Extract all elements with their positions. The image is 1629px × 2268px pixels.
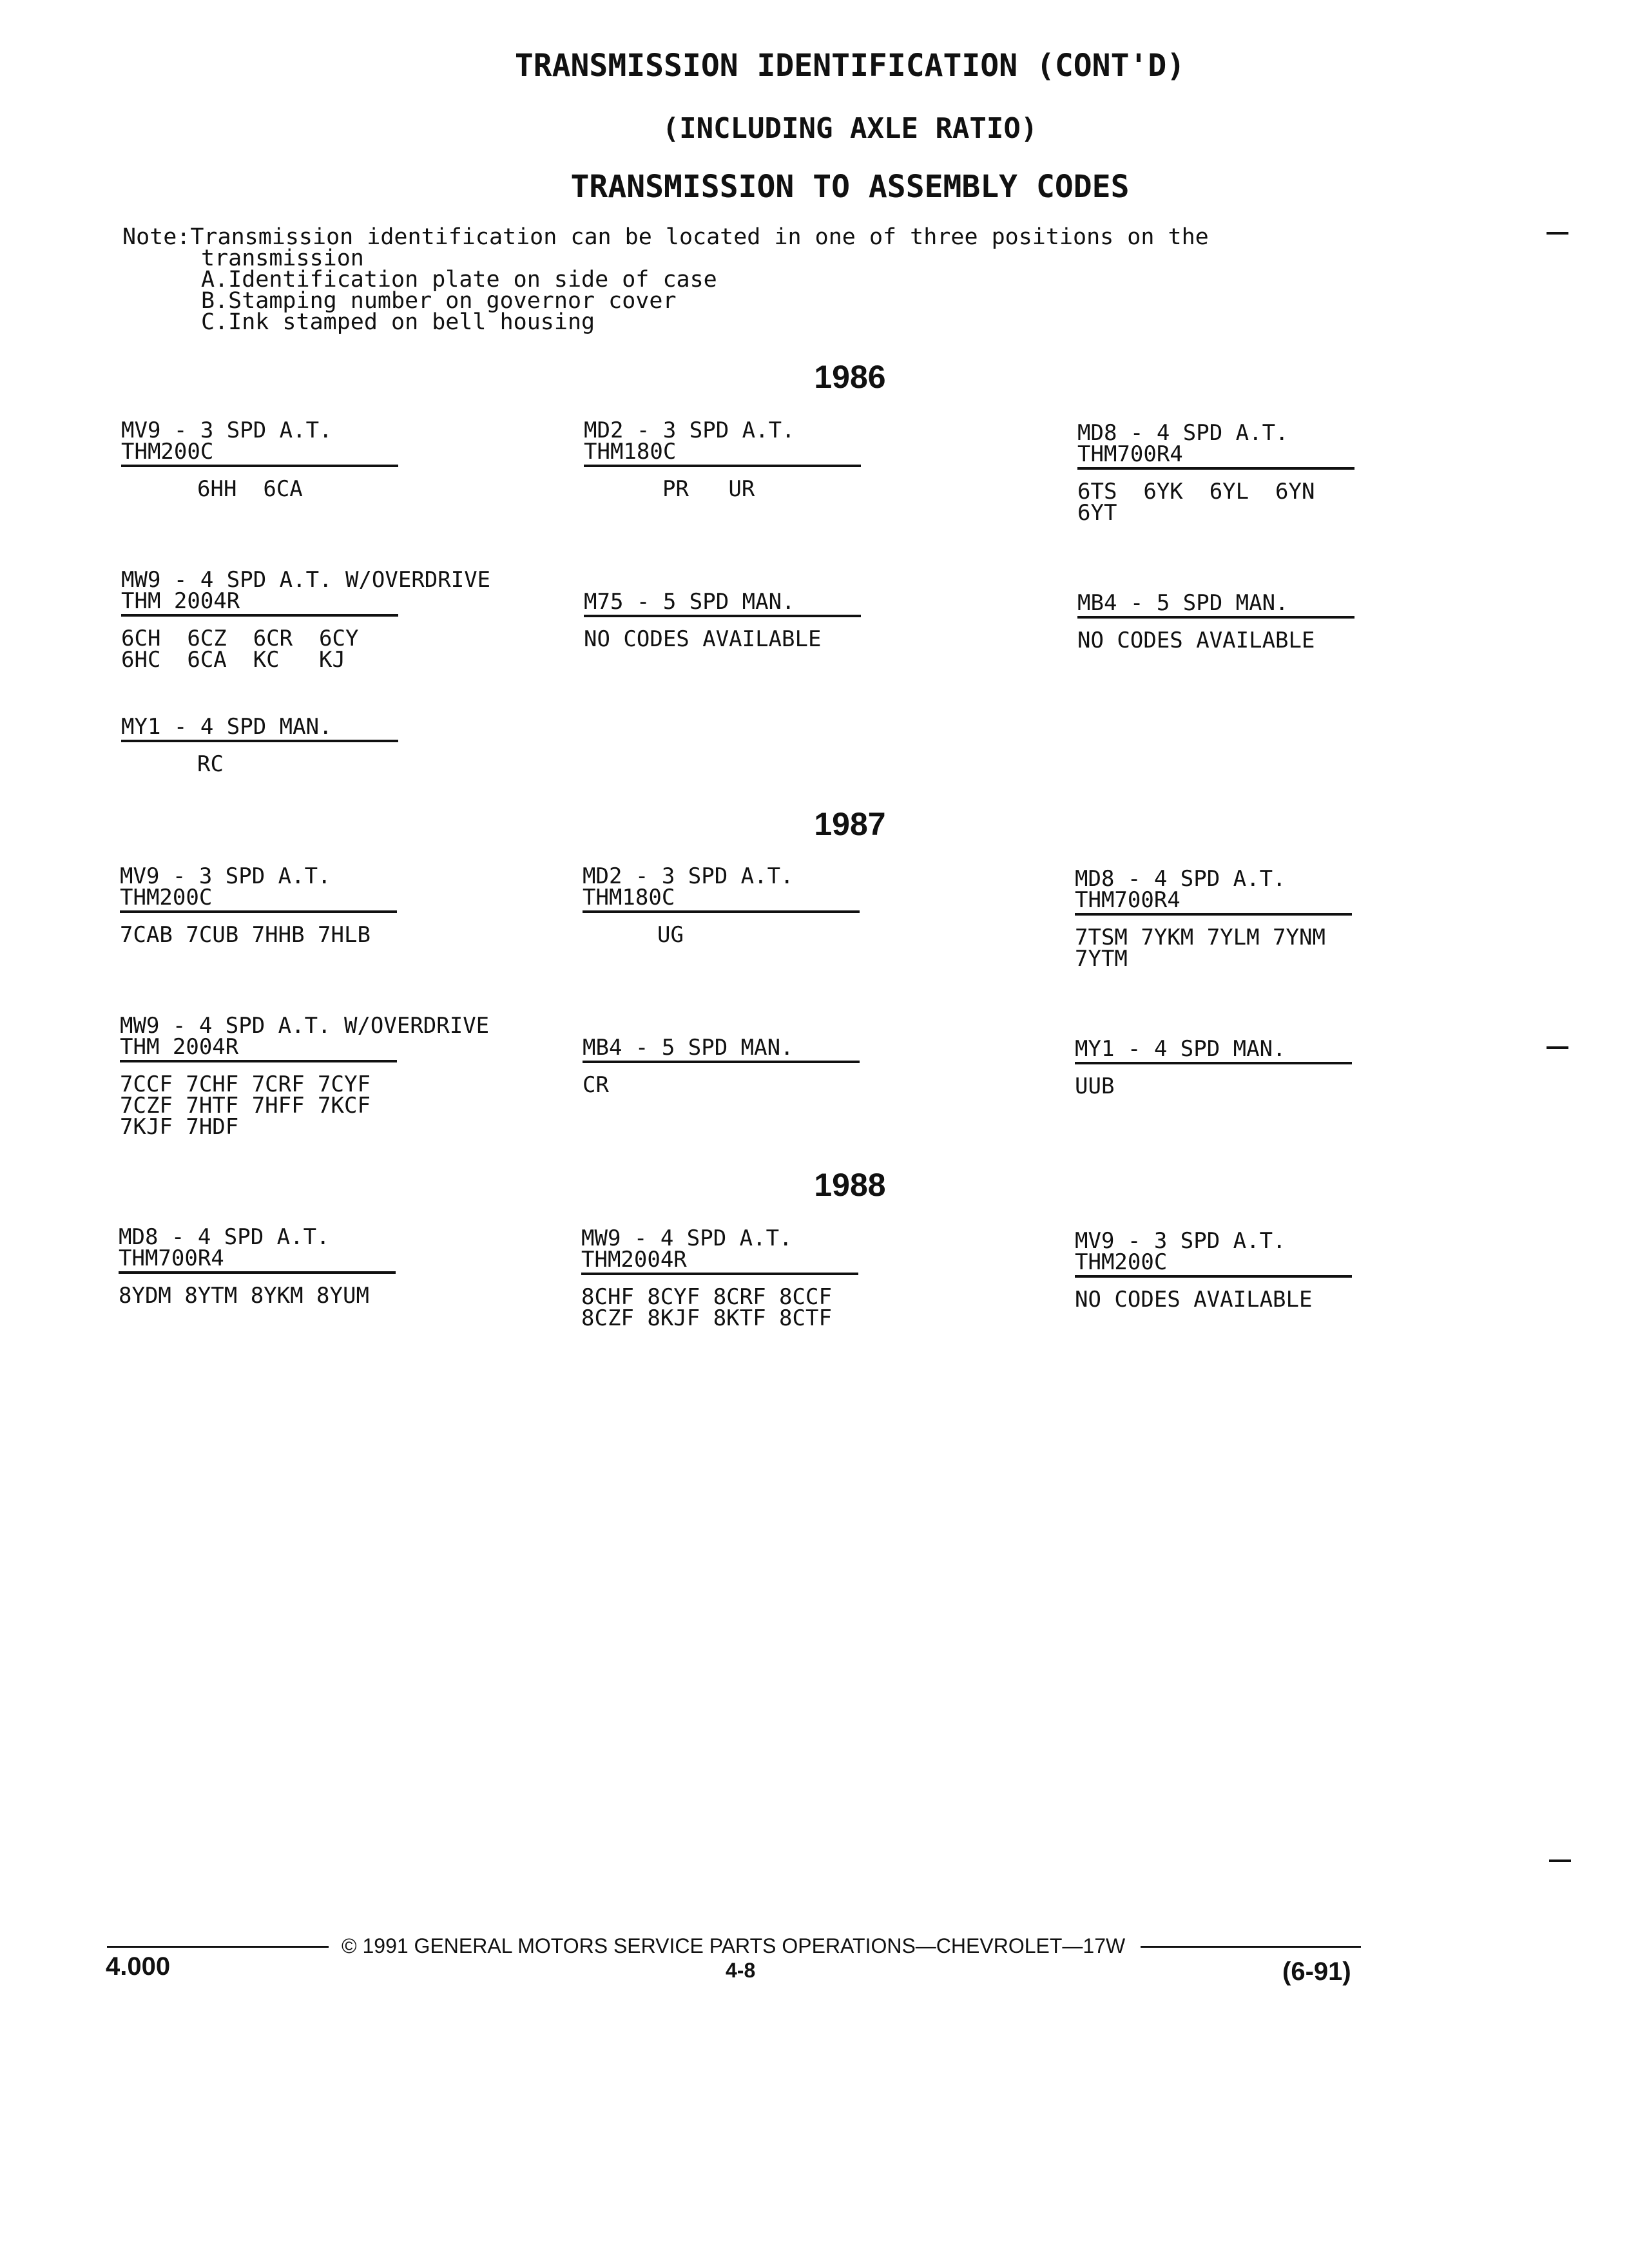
identification-note: [122, 224, 1209, 335]
footer-section-number: 4.000: [106, 1952, 171, 1981]
block-model: MW9 - 4 SPD A.T.: [581, 1225, 793, 1251]
page-title: TRANSMISSION IDENTIFICATION (CONT'D): [514, 48, 1186, 84]
page-subtitle: (INCLUDING AXLE RATIO): [662, 112, 1038, 145]
block-model: MV9 - 3 SPD A.T.: [120, 863, 331, 889]
block-codes: UG: [657, 922, 684, 948]
block-rule: [584, 465, 861, 467]
block-rule: [583, 910, 860, 913]
transmission-block: [584, 420, 861, 500]
block-model: MV9 - 3 SPD A.T.: [121, 418, 333, 443]
year-heading-1987: 1987: [814, 806, 886, 842]
block-type: THM200C: [1075, 1249, 1168, 1275]
block-codes: 7TSM 7YKM 7YLM 7YNM 7YTM: [1075, 925, 1325, 972]
block-rule: [1075, 1275, 1352, 1278]
section-title: TRANSMISSION TO ASSEMBLY CODES: [570, 169, 1130, 205]
block-model: MD8 - 4 SPD A.T.: [1075, 866, 1286, 892]
footer-date-code: (6-91): [1282, 1957, 1351, 1986]
transmission-block: [581, 1225, 858, 1331]
transmission-block: [583, 863, 860, 948]
block-codes: NO CODES AVAILABLE: [584, 626, 822, 652]
block-rule: [1075, 1062, 1352, 1064]
block-codes: UUB: [1075, 1073, 1115, 1099]
block-rule: [583, 1061, 860, 1063]
block-codes: RC: [197, 751, 224, 777]
block-model: MB4 - 5 SPD MAN.: [1077, 590, 1289, 616]
transmission-block: [1075, 1036, 1352, 1099]
block-type: THM 2004R: [120, 1034, 239, 1060]
transmission-block: [584, 591, 861, 650]
block-codes: PR UR: [662, 476, 755, 502]
note-line: Note:Transmission identification can be located in one of three positions on the: [122, 224, 1209, 250]
transmission-block: [121, 567, 585, 673]
block-model: M75 - 5 SPD MAN.: [584, 589, 795, 615]
block-rule: [121, 465, 398, 467]
block-codes: 8YDM 8YTM 8YKM 8YUM: [119, 1283, 369, 1309]
transmission-block: [583, 1037, 860, 1096]
block-rule: [121, 740, 398, 742]
block-rule: [119, 1271, 396, 1274]
footer-rule-right: [1141, 1946, 1361, 1948]
block-codes: 6CH 6CZ 6CR 6CY 6HC 6CA KC KJ: [121, 626, 359, 673]
block-type: THM700R4: [119, 1245, 224, 1271]
block-model: MY1 - 4 SPD MAN.: [1075, 1036, 1286, 1062]
note-item-a: A.Identification plate on side of case: [201, 267, 717, 293]
footer-copyright: © 1991 GENERAL MOTORS SERVICE PARTS OPERATIONS—CHEVROLET—17W: [342, 1934, 1126, 1957]
block-type: THM 2004R: [121, 588, 240, 614]
block-codes: 7CCF 7CHF 7CRF 7CYF 7CZF 7HTF 7HFF 7KCF 7KJF 7HDF: [120, 1072, 371, 1140]
block-type: THM200C: [121, 439, 214, 465]
block-codes: NO CODES AVAILABLE: [1075, 1287, 1313, 1312]
transmission-block: [119, 1224, 396, 1309]
transmission-block: [1075, 1228, 1352, 1312]
block-rule: [120, 910, 397, 913]
block-rule: [121, 614, 398, 617]
block-model: MB4 - 5 SPD MAN.: [583, 1035, 794, 1061]
block-model: MD8 - 4 SPD A.T.: [119, 1224, 330, 1250]
block-model: MD2 - 3 SPD A.T.: [584, 418, 795, 443]
transmission-block: [120, 863, 397, 948]
block-codes: NO CODES AVAILABLE: [1077, 628, 1315, 653]
block-codes: CR: [583, 1072, 609, 1098]
transmission-block: [1077, 420, 1354, 526]
block-model: MV9 - 3 SPD A.T.: [1075, 1228, 1286, 1254]
block-rule: [584, 615, 861, 617]
margin-mark: [1549, 1860, 1571, 1862]
block-type: THM700R4: [1077, 441, 1183, 467]
note-item-b: B.Stamping number on governor cover: [201, 288, 677, 314]
footer-page-number: 4-8: [726, 1959, 756, 1982]
block-rule: [581, 1273, 858, 1275]
block-type: THM200C: [120, 885, 213, 910]
transmission-block: [1075, 866, 1352, 972]
note-item-c: C.Ink stamped on bell housing: [201, 309, 595, 335]
year-heading-1988: 1988: [814, 1167, 886, 1203]
margin-mark: [1547, 232, 1568, 235]
block-model: MD2 - 3 SPD A.T.: [583, 863, 794, 889]
block-type: THM180C: [583, 885, 675, 910]
block-codes: 7CAB 7CUB 7HHB 7HLB: [120, 922, 371, 948]
transmission-block: [120, 1015, 584, 1138]
transmission-block: [121, 716, 398, 775]
transmission-block: [121, 420, 398, 500]
block-codes: 6TS 6YK 6YL 6YN 6YT: [1077, 479, 1315, 526]
year-heading-1986: 1986: [814, 359, 886, 395]
block-rule: [1077, 616, 1354, 619]
block-model: MY1 - 4 SPD MAN.: [121, 714, 333, 740]
footer-rule-left: [107, 1946, 329, 1948]
note-line: transmission: [201, 245, 364, 271]
block-type: THM700R4: [1075, 887, 1181, 913]
block-model: MW9 - 4 SPD A.T. W/OVERDRIVE: [120, 1013, 490, 1039]
block-rule: [1077, 467, 1354, 470]
block-model: MD8 - 4 SPD A.T.: [1077, 420, 1289, 446]
block-model: MW9 - 4 SPD A.T. W/OVERDRIVE: [121, 567, 491, 593]
block-rule: [120, 1060, 397, 1062]
block-codes: 8CHF 8CYF 8CRF 8CCF 8CZF 8KJF 8KTF 8CTF: [581, 1284, 832, 1331]
block-codes: 6HH 6CA: [197, 476, 303, 502]
transmission-block: [1077, 590, 1354, 653]
margin-mark: [1547, 1046, 1568, 1049]
block-rule: [1075, 913, 1352, 916]
block-type: THM2004R: [581, 1247, 687, 1273]
block-type: THM180C: [584, 439, 677, 465]
